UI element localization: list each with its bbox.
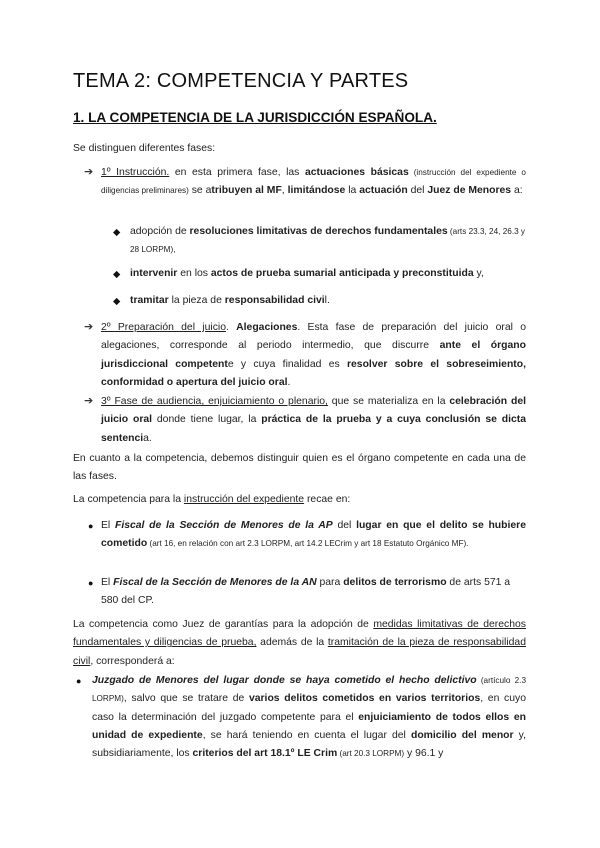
diamond-bullet-icon: ◆	[113, 269, 121, 280]
fase3-paragraph: 3º Fase de audiencia, enjuiciamiento o plenario, que se materializa en la celebración del juicio oral donde tiene lugar, la práctica de la prueba y a cuya conclusión se dicta sentencia.	[101, 396, 527, 444]
intro-paragraph: Se distinguen diferentes fases:	[73, 143, 216, 154]
juzgado-menores-item: Juzgado de Menores del lugar donde se haya cometido el hecho delictivo (artículo 2.3 LORPM), salvo que se tratare de varios delitos cometidos en varios territorios, en cuyo caso la determinación del juzgado competente para el enjuiciamiento de todos ellos en unidad de expediente, se hará teniendo en cuenta el lugar del domicilio del menor y, subsidiariamente, los criterios del art 18.1º LE Crim (art 20.3 LORPM) y 96.1 y	[92, 675, 527, 760]
page-title: TEMA 2: COMPETENCIA Y PARTES	[73, 70, 409, 92]
arrow-bullet-icon: ➔	[84, 395, 94, 407]
competencia-paragraph: En cuanto a la competencia, debemos distinguir quien es el órgano competente en cada una de las fases.	[73, 453, 526, 483]
diamond-bullet-icon: ◆	[113, 296, 121, 307]
bullet-dot-icon: ●	[88, 521, 94, 531]
arrow-bullet-icon: ➔	[84, 166, 94, 178]
bullet-dot-icon: ●	[76, 676, 82, 686]
sub-item-resoluciones: adopción de resoluciones limitativas de derechos fundamentales (arts 23.3, 24, 26.3 y 28 LORPM),	[130, 226, 526, 255]
fiscal-an-item: El Fiscal de la Sección de Menores de la AN para delitos de terrorismo de arts 571 a 580 del CP.	[101, 577, 511, 607]
arrow-bullet-icon: ➔	[84, 321, 94, 333]
section-heading: 1. LA COMPETENCIA DE LA JURISDICCIÓN ESPAÑOLA.	[73, 110, 437, 125]
bullet-dot-icon: ●	[88, 578, 94, 588]
fiscal-ap-item: El Fiscal de la Sección de Menores de la AP del lugar en que el delito se hubiere cometido (art 16, en relación con art 2.3 LORPM, art 14.2 LECrim y art 18 Estatuto Orgánico MF).	[101, 520, 526, 550]
garantias-paragraph: La competencia como Juez de garantías para la adopción de medidas limitativas de derechos fundamentales y diligencias de prueba, además de la tramitación de la pieza de responsabilidad civil, corresponderá a:	[73, 619, 526, 667]
diamond-bullet-icon: ◆	[113, 227, 121, 238]
fase2-paragraph: 2º Preparación del juicio. Alegaciones. Esta fase de preparación del juicio oral o alegaciones, corresponde al periodo intermedio, que discurre ante el órgano jurisdiccional competente y cuya finalidad es resolver sobre el sobreseimiento, conformidad o apertura del juicio oral.	[101, 322, 527, 388]
sub-item-tramitar: tramitar la pieza de responsabilidad civil.	[130, 295, 330, 306]
instruccion-paragraph: La competencia para la instrucción del expediente recae en:	[73, 494, 351, 505]
fase1-paragraph: 1º Instrucción. en esta primera fase, las actuaciones básicas (instrucción del expediente o diligencias preliminares) se atribuyen al MF, limitándose la actuación del Juez de Menores a:	[101, 167, 526, 197]
sub-item-intervenir: intervenir en los actos de prueba sumarial anticipada y preconstituida y,	[130, 268, 484, 279]
